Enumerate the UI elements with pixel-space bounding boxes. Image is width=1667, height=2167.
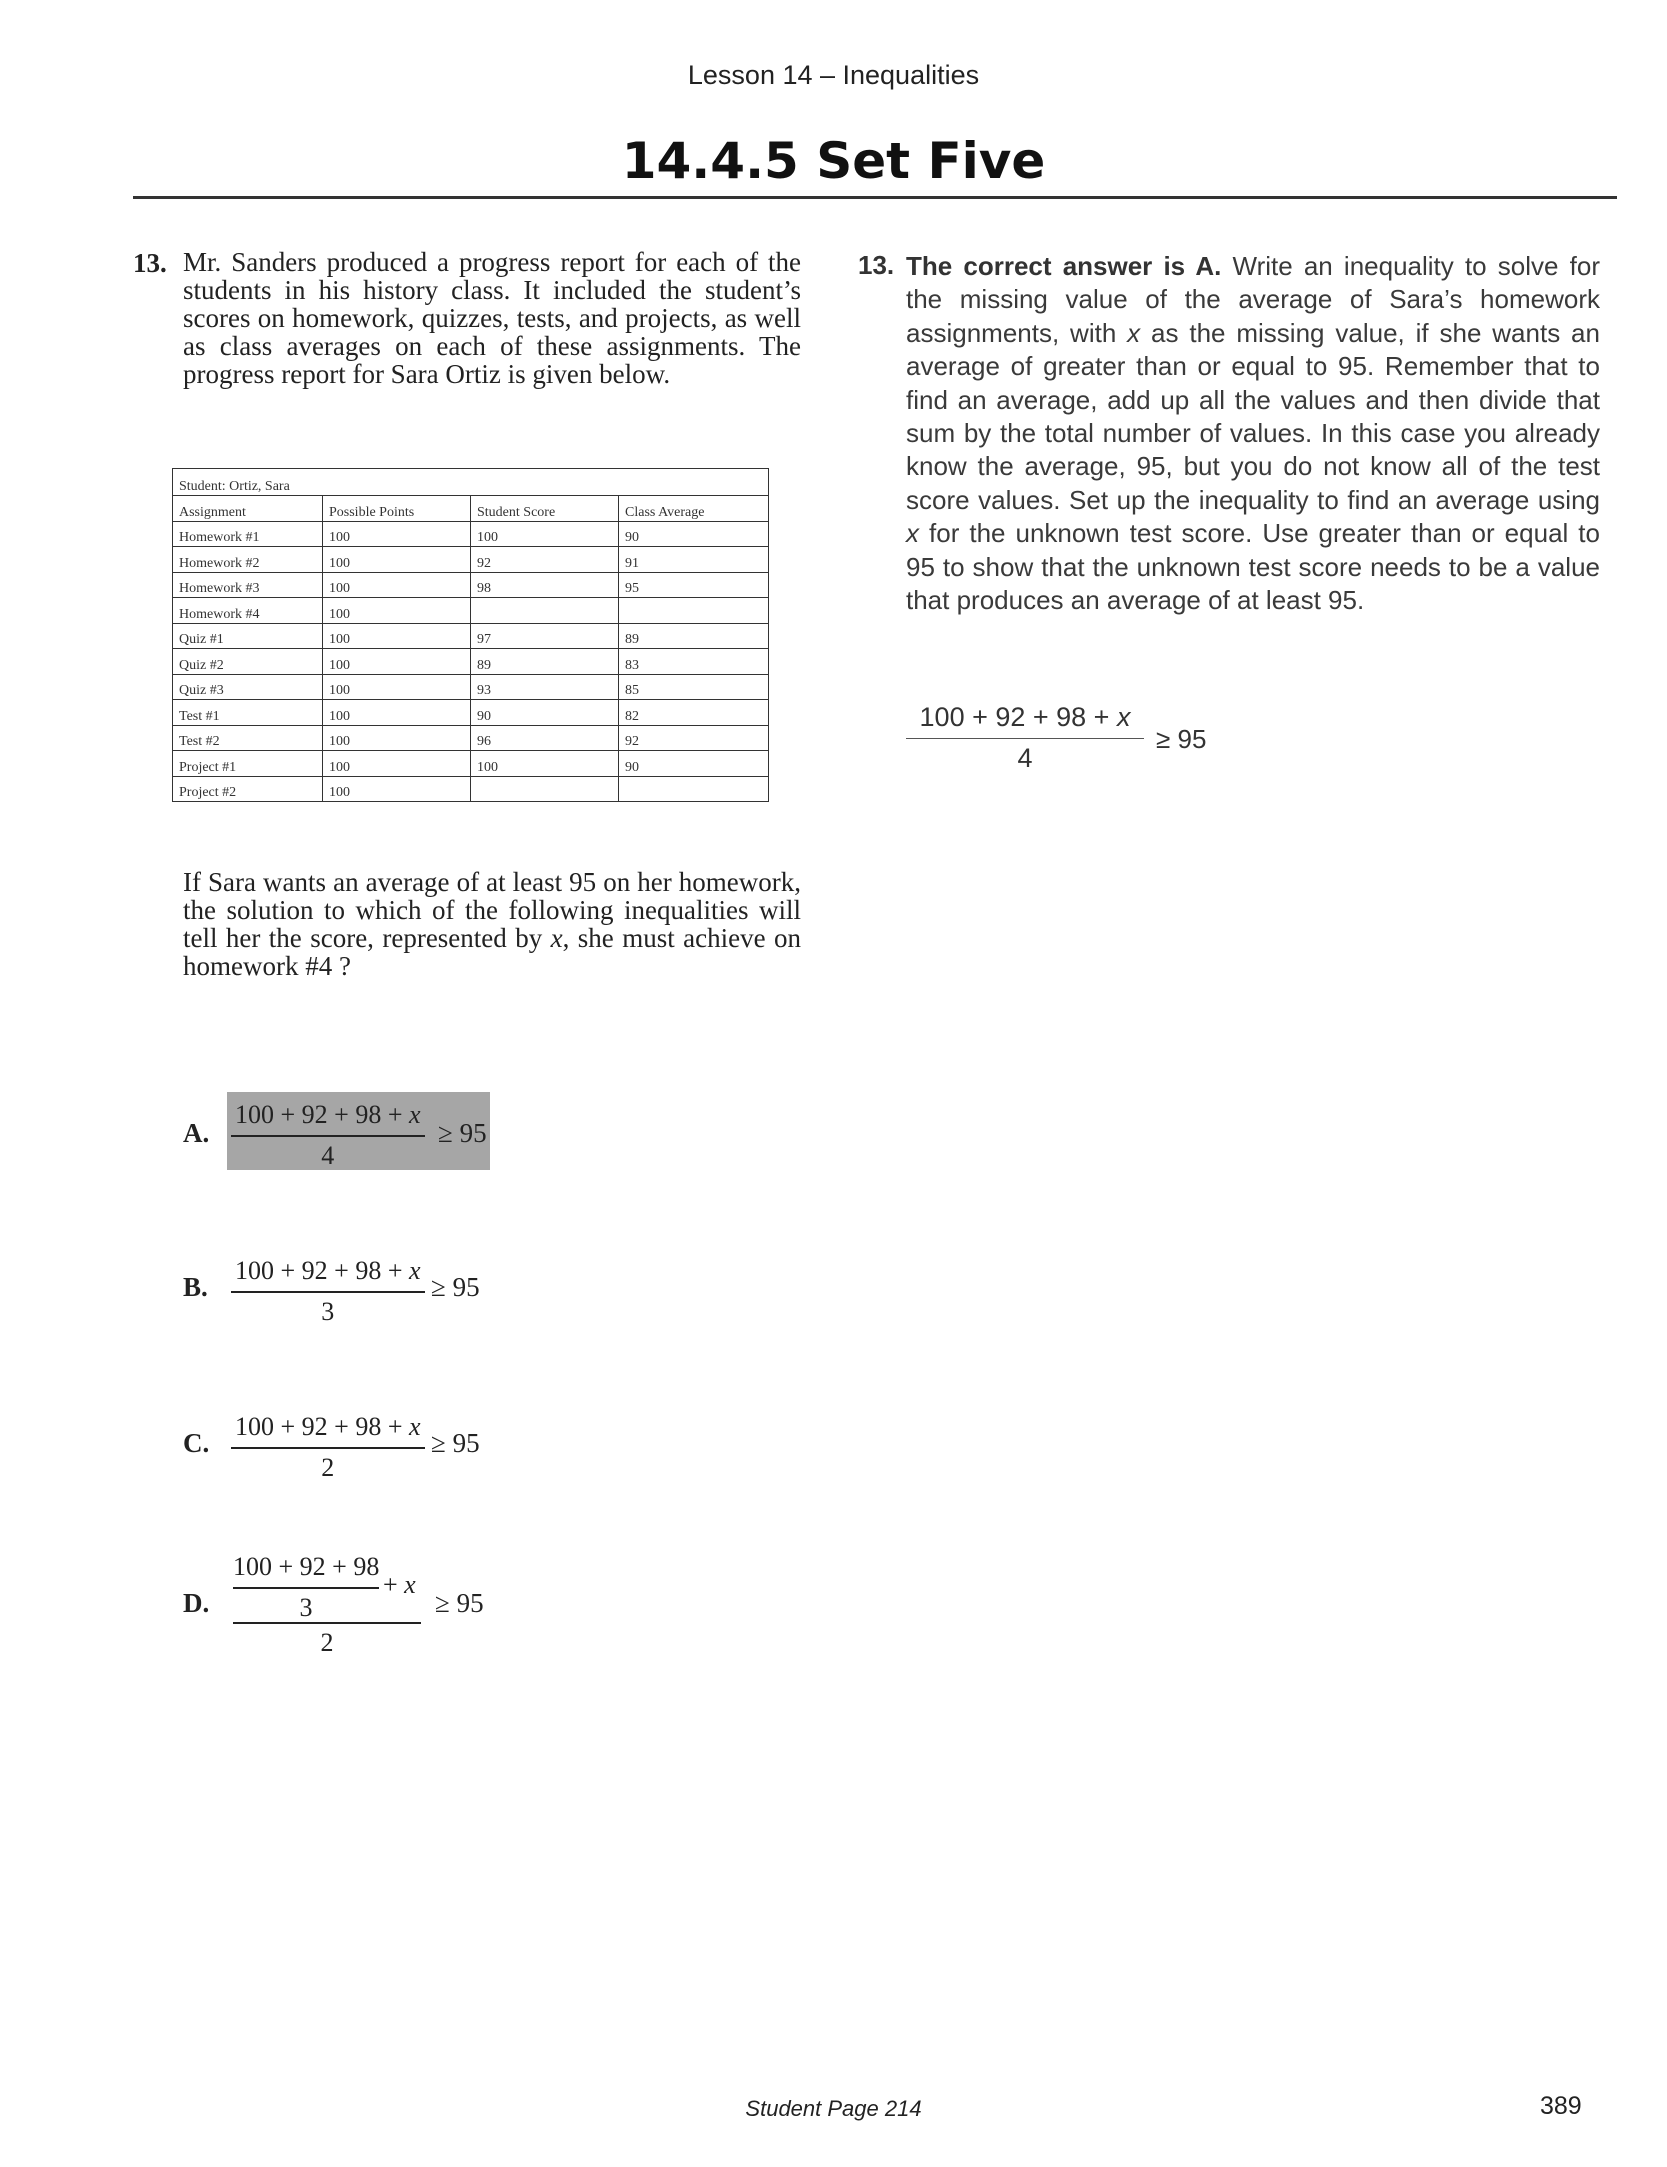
table-cell: Project #1 (173, 751, 323, 777)
table-cell: 90 (619, 521, 769, 547)
table-cell: 100 (323, 649, 471, 675)
fraction-bar (233, 1587, 379, 1589)
table-cell: Homework #2 (173, 547, 323, 573)
option-d-inner-denominator: 3 (299, 1592, 313, 1622)
prompt-part1: If Sara wants an average of at least 95 on her homework, the solution to which of the following inequalities will tell her the score, represented by (183, 867, 801, 953)
question-number: 13. (133, 248, 167, 278)
option-a-numerator (231, 1100, 425, 1130)
table-row (173, 649, 769, 675)
title-divider (133, 196, 1617, 199)
question-intro: Mr. Sanders produced a progress report for each of the students in his history class. It included the student’s scores on homework, quizzes, tests, and projects, as well as class averages on each of these assignments. The progress report for Sara Ortiz is given below. (183, 247, 801, 389)
table-cell: 89 (619, 623, 769, 649)
table-header-cell: Assignment (173, 496, 323, 522)
table-cell: 100 (323, 674, 471, 700)
answer-number: 13. (858, 250, 895, 280)
option-a-fraction (231, 1100, 425, 1171)
option-b-variable: x (409, 1256, 421, 1285)
fraction-bar (231, 1291, 425, 1293)
option-c-numerator (231, 1412, 425, 1442)
option-d-denominator: 2 (320, 1627, 334, 1657)
option-b-fraction (231, 1256, 425, 1327)
answer-variable-1: x (1127, 317, 1141, 348)
table-cell: 89 (471, 649, 619, 675)
answer-text-3: for the unknown test score. Use greater than or equal to 95 to show that the unknown test score needs to be a value that produces an average of at least 95. (906, 518, 1600, 616)
table-cell: 90 (471, 700, 619, 726)
option-b-rhs: ≥ 95 (431, 1272, 480, 1302)
option-a-denominator: 4 (321, 1140, 335, 1170)
table-student-row (173, 469, 769, 496)
answer-numerator-text: 100 + 92 + 98 + (919, 702, 1117, 732)
table-student-cell: Student: Ortiz, Sara (173, 469, 769, 496)
answer-text-2: as the missing value, if she wants an average of greater than or equal to 95. Remember that to find an average, add up all the values and then divide that sum by the total number of values. In this case you already know the average, 95, but you do not know all of the test score values. Set up the inequality to find an average using (906, 317, 1600, 515)
option-b-numerator-text: 100 + 92 + 98 + (235, 1256, 409, 1285)
table-cell (619, 598, 769, 624)
table-cell: 83 (619, 649, 769, 675)
fraction-bar (231, 1447, 425, 1449)
table-cell: 91 (619, 547, 769, 573)
table-row (173, 572, 769, 598)
table-cell: 92 (471, 547, 619, 573)
option-b-denominator: 3 (321, 1296, 335, 1326)
option-d-rhs: ≥ 95 (435, 1588, 484, 1618)
question-prompt (183, 868, 801, 980)
lesson-header: Lesson 14 – Inequalities (687, 60, 980, 90)
option-c-numerator-text: 100 + 92 + 98 + (235, 1412, 409, 1441)
table-cell: 100 (323, 572, 471, 598)
option-a-letter: A. (183, 1118, 210, 1148)
table-cell: Quiz #2 (173, 649, 323, 675)
table-cell: Homework #1 (173, 521, 323, 547)
table-cell: Test #1 (173, 700, 323, 726)
table-cell (471, 776, 619, 802)
option-d-plus-term (383, 1570, 416, 1600)
table-cell: Test #2 (173, 725, 323, 751)
table-row (173, 700, 769, 726)
table-body (173, 521, 769, 802)
progress-report-table (172, 468, 769, 802)
student-page-label: Student Page 214 (745, 2096, 922, 2121)
table-cell: 82 (619, 700, 769, 726)
table-row (173, 521, 769, 547)
table-cell (619, 776, 769, 802)
table-row (173, 547, 769, 573)
table-cell: 100 (323, 521, 471, 547)
page-title: 14.4.5 Set Five (621, 132, 1046, 190)
table-cell: Homework #3 (173, 572, 323, 598)
option-c-variable: x (409, 1412, 421, 1441)
option-a-numerator-text: 100 + 92 + 98 + (235, 1100, 409, 1129)
table-cell: 90 (619, 751, 769, 777)
answer-variable-2: x (906, 518, 919, 549)
option-d-variable: x (404, 1570, 416, 1599)
table-cell: Project #2 (173, 776, 323, 802)
table-header-cell: Student Score (471, 496, 619, 522)
table-cell: 100 (323, 725, 471, 751)
table-cell: 100 (471, 751, 619, 777)
table-cell: 96 (471, 725, 619, 751)
table-cell: 93 (471, 674, 619, 700)
option-d-inner-numerator: 100 + 92 + 98 (233, 1552, 380, 1581)
answer-rhs: ≥ 95 (1156, 724, 1207, 754)
table-cell: Quiz #3 (173, 674, 323, 700)
table-cell: 85 (619, 674, 769, 700)
option-d-letter: D. (183, 1588, 210, 1618)
table-cell: 95 (619, 572, 769, 598)
table-cell: 98 (471, 572, 619, 598)
answer-text-1: Write an inequality to solve for the missing value of the average of Sara’s homework assignments, with (906, 251, 1600, 348)
option-d-inner-fraction (233, 1552, 379, 1623)
table-cell: Homework #4 (173, 598, 323, 624)
option-d-fraction (233, 1552, 421, 1658)
table-row (173, 674, 769, 700)
table-row (173, 776, 769, 802)
prompt-part2: , she must achieve on homework #4 ? (183, 923, 801, 981)
answer-numerator (906, 702, 1144, 733)
option-b-letter: B. (183, 1272, 208, 1302)
table-cell: 100 (323, 776, 471, 802)
table-row (173, 725, 769, 751)
prompt-variable: x (550, 923, 563, 953)
table-cell: 100 (323, 598, 471, 624)
page-number: 389 (1540, 2092, 1582, 2120)
table-header-cell: Possible Points (323, 496, 471, 522)
table-cell: 100 (323, 751, 471, 777)
table-header-row (173, 496, 769, 522)
table-header-cell: Class Average (619, 496, 769, 522)
option-c-rhs: ≥ 95 (431, 1428, 480, 1458)
option-b-numerator (231, 1256, 425, 1286)
answer-denominator: 4 (1017, 743, 1033, 773)
table-cell: 100 (323, 623, 471, 649)
table-cell: Quiz #1 (173, 623, 323, 649)
table-cell: 100 (323, 547, 471, 573)
answer-equation-variable: x (1116, 702, 1131, 732)
table-row (173, 751, 769, 777)
option-d-plus: + (383, 1570, 405, 1599)
fraction-bar (906, 738, 1144, 739)
table-cell: 100 (323, 700, 471, 726)
option-c-fraction (231, 1412, 425, 1483)
option-a-variable: x (409, 1100, 421, 1129)
option-c-letter: C. (183, 1428, 210, 1458)
option-c-denominator: 2 (321, 1452, 335, 1482)
table-cell: 92 (619, 725, 769, 751)
table-cell: 97 (471, 623, 619, 649)
table-cell: 100 (471, 521, 619, 547)
option-d-numerator (233, 1552, 421, 1620)
fraction-bar (231, 1135, 425, 1137)
table-row (173, 598, 769, 624)
table-row (173, 623, 769, 649)
answer-fraction (906, 702, 1144, 774)
answer-lead: The correct answer is A. (906, 251, 1222, 281)
answer-explanation (906, 250, 1600, 617)
table-cell (471, 598, 619, 624)
option-a-rhs: ≥ 95 (438, 1118, 487, 1148)
